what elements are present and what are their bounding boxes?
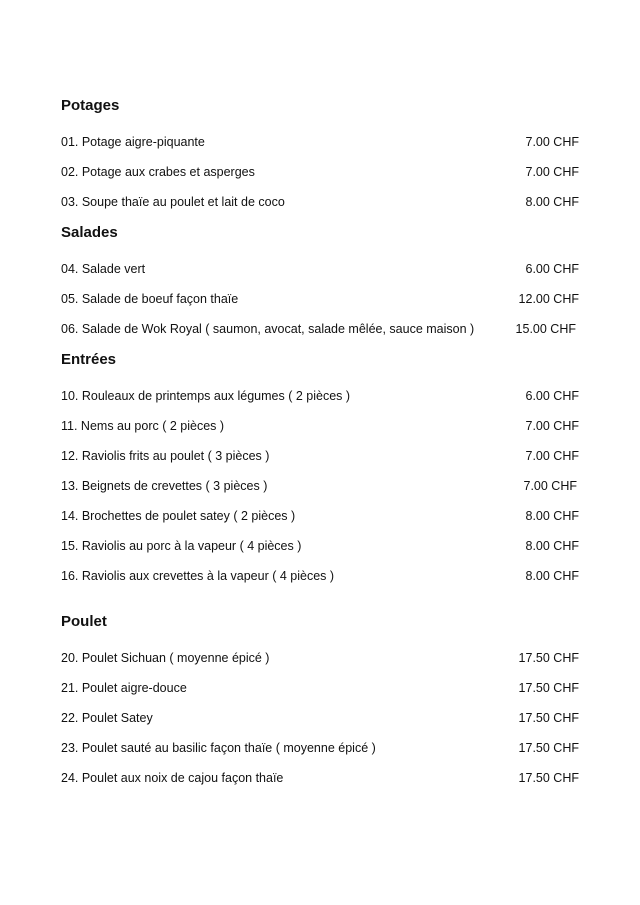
menu-item — [61, 418, 579, 434]
menu-item-price: 7.00 CHF — [525, 419, 579, 433]
section-title-salades: Salades — [61, 224, 118, 241]
menu-item-name: 04. Salade vert — [61, 262, 146, 276]
menu-item-name: 16. Raviolis aux crevettes à la vapeur ( 4 pièces ) — [61, 569, 335, 583]
menu-item — [61, 710, 579, 726]
menu-item-price: 8.00 CHF — [525, 539, 579, 553]
menu-item-name: 21. Poulet aigre-douce — [61, 681, 187, 695]
menu-item-name: 02. Potage aux crabes et asperges — [61, 165, 255, 179]
menu-item-name: 20. Poulet Sichuan ( moyenne épicé ) — [61, 651, 270, 665]
menu-item — [61, 261, 579, 277]
menu-item-name: 03. Soupe thaïe au poulet et lait de coco — [61, 195, 285, 209]
menu-item-name: 24. Poulet aux noix de cajou façon thaïe — [61, 771, 284, 785]
menu-item — [61, 448, 579, 464]
menu-item-price: 7.00 CHF — [525, 449, 579, 463]
menu-item — [61, 194, 579, 210]
menu-item-price: 6.00 CHF — [525, 262, 579, 276]
menu-item-name: 22. Poulet Satey — [61, 711, 153, 725]
menu-item — [61, 388, 579, 404]
menu-item — [61, 134, 579, 150]
menu-item-price: 12.00 CHF — [518, 292, 579, 306]
menu-item-name: 12. Raviolis frits au poulet ( 3 pièces ) — [61, 449, 270, 463]
menu-item-price: 6.00 CHF — [525, 389, 579, 403]
menu-item-name: 06. Salade de Wok Royal ( saumon, avocat, salade mêlée, sauce maison ) — [61, 322, 475, 336]
section-title-poulet: Poulet — [61, 613, 107, 630]
menu-item-price: 15.00 CHF — [515, 322, 576, 336]
menu-item-price: 17.50 CHF — [518, 741, 579, 755]
menu-item-name: 23. Poulet sauté au basilic façon thaïe ( moyenne épicé ) — [61, 741, 376, 755]
menu-item — [61, 164, 579, 180]
menu-item-name: 11. Nems au porc ( 2 pièces ) — [61, 419, 225, 433]
menu-item — [61, 770, 579, 786]
menu-item — [61, 508, 579, 524]
menu-item-name: 13. Beignets de crevettes ( 3 pièces ) — [61, 479, 268, 493]
menu-item — [61, 650, 579, 666]
menu-item-price: 8.00 CHF — [525, 195, 579, 209]
menu-item-name: 14. Brochettes de poulet satey ( 2 pièces ) — [61, 509, 296, 523]
menu-item — [61, 321, 579, 337]
menu-item — [61, 478, 579, 494]
menu-item-name: 15. Raviolis au porc à la vapeur ( 4 pièces ) — [61, 539, 302, 553]
menu-item-price: 7.00 CHF — [525, 135, 579, 149]
menu-item-price: 17.50 CHF — [518, 681, 579, 695]
menu-item — [61, 538, 579, 554]
section-title-entrees: Entrées — [61, 351, 117, 368]
menu-item-name: 05. Salade de boeuf façon thaïe — [61, 292, 239, 306]
menu-item — [61, 680, 579, 696]
menu-item-price: 17.50 CHF — [518, 771, 579, 785]
menu-item-price: 8.00 CHF — [525, 509, 579, 523]
menu-item — [61, 568, 579, 584]
menu-item-name: 01. Potage aigre-piquante — [61, 135, 205, 149]
menu-item-price: 7.00 CHF — [523, 479, 577, 493]
menu-item-price: 7.00 CHF — [525, 165, 579, 179]
menu-item — [61, 740, 579, 756]
menu-item — [61, 291, 579, 307]
menu-item-price: 8.00 CHF — [525, 569, 579, 583]
section-title-potages: Potages — [61, 97, 120, 114]
menu-item-price: 17.50 CHF — [518, 651, 579, 665]
menu-item-price: 17.50 CHF — [518, 711, 579, 725]
menu-item-name: 10. Rouleaux de printemps aux légumes ( 2 pièces ) — [61, 389, 351, 403]
